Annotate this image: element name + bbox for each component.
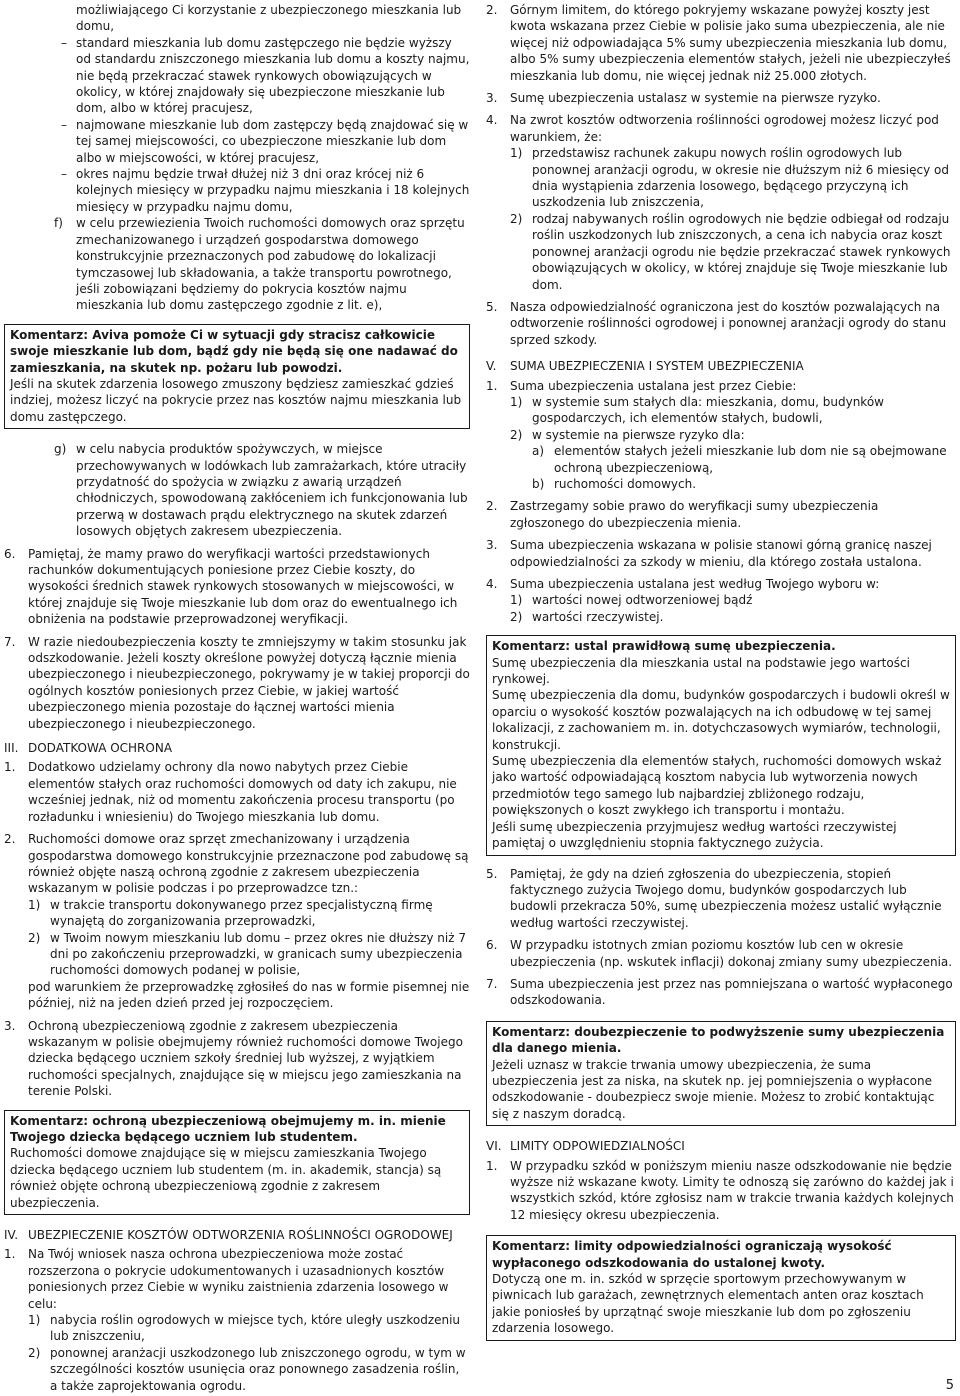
dash-marker: – [61, 117, 67, 132]
list-item: – standard mieszkania lub domu zastępczego nie będzie wyższy od standardu zniszczonego mieszkania lub domu a koszty najmu, nie będą przekraczać stawek rynkowych obowiązujących w okolicy, w której znajdowały się ubezpieczone mieszkanie lub dom, albo w której pracujesz, [52, 35, 470, 117]
list-item: – najmowane mieszkanie lub dom zastępczy będą znajdować się w tej samej miejscowości, co ubezpieczone mieszkanie lub dom albo w miejscowości, w której pracujesz, [52, 117, 470, 166]
left-column [4, 0, 470, 1394]
list-item: 1) wartości nowej odtworzeniowej bądź [510, 593, 753, 608]
comment-box-1 [4, 324, 470, 429]
list-item: 1) nabycia roślin ogrodowych w miejsce tych, które uległy uszkodzeniu lub zniszczeniu, [28, 1313, 461, 1344]
comment-body: Sumę ubezpieczenia dla domu, budynków gospodarczych i budowli określ w oparciu o wysokość kosztów pozwalających na ich odbudowę w tej samej lokalizacji, z zachowaniem m. in. dotychczasowych wymiarów, technologii, konstrukcji. [492, 688, 950, 752]
paragraph-v-7: 7. Suma ubezpieczenia jest przez nas pomniejszana o wartość wypłaconego odszkodowania. [486, 976, 953, 1008]
list-item: a) elementów stałych jeżeli mieszkanie lub dom nie są obejmowane ochroną ubezpieczeniową, [532, 444, 947, 475]
paragraph-vi-1: 1. W przypadku szkód w poniższym mieniu nasze odszkodowanie nie będzie wyższe niż wskazane kwoty. Limity te odnoszą się zarówno do każdej jak i wszystkich szkód, które zgłosisz nam w trakcie trwania każdych kolejnych 12 miesięcy okresu ubezpieczenia. [486, 1158, 954, 1222]
comment-body: Jeśli na skutek zdarzenia losowego zmuszony będziesz zamieszkać gdzieś indziej, możesz liczyć na pokrycie przez nas kosztów najmu mieszkania lub domu zastępczego. [10, 376, 462, 424]
dash-marker: – [61, 167, 67, 182]
right-column [486, 0, 956, 1341]
comment-heading: Komentarz: ustal prawidłową sumę ubezpieczenia. [492, 639, 836, 654]
dash-marker: – [61, 35, 67, 50]
list-item: 1) przedstawisz rachunek zakupu nowych roślin ogrodowych lub ponownej aranżacji ogrodu, w okresie nie dłuższym niż 6 miesięcy od dnia wystąpienia zdarzenia losowego, będącego przyczyną ich uszkodzenia lub zniszczenia, [510, 146, 949, 210]
paragraph-6: 6. Pamiętaj, że mamy prawo do weryfikacji wartości przedstawionych rachunków dokumentujących poniesione przez Ciebie koszty, do wysokości średnich stawek rynkowych stosowanych w miejscowości, w której znajduje się Twoje mieszkanie lub dom oraz do ewentualnego ich obniżenia na podstawie przeprowadzonej weryfikacji. [4, 546, 458, 627]
paragraph-iv-4: 4. Na zwrot kosztów odtworzenia roślinności ogrodowej możesz liczyć pod warunkiem, że: 1) przedstawisz rachunek zakupu nowych roślin ogrodowych lub ponownej aranżacji ogrodu, w okresie nie dłuższym niż 6 miesięcy od dnia wystąpienia zdarzenia losowego, będącego przyczyną ich uszkodzenia lub zniszczenia, 2) rodzaj nabywanych roślin ogrodowych nie będzie odbiegał od rodzaju roślin uszkodzonych lub zniszczonych, a cena ich nabycia oraz koszt ponownej aranżacji ogrodu nie będzie przekraczać stawek rynkowych obowiązujących w okolicy, w której znajduje się Twoje mieszkanie lub dom. [486, 112, 956, 292]
list-item: 2) w Twoim nowym mieszkaniu lub domu – przez okres nie dłuższy niż 7 dni po zakończeniu przeprowadzki, w granicach sumy ubezpieczenia ruchomości domowych podanej w polisie, [28, 930, 466, 978]
list-item-g: g) w celu nabycia produktów spożywczych, w miejsce przechowywanych w lodówkach lub zamrażarkach, które utraciły przydatność do spożycia w związku z awarią urządzeń chłodniczych, spowodowaną zakłóceniem ich funkcjonowania lub przerwą w dostawach prądu elektrycznego na skutek zdarzeń losowych objętych zakresem ubezpieczenia. [54, 442, 468, 539]
paragraph-v-4: 4. Suma ubezpieczenia ustalana jest według Twojego wyboru w: 1) wartości nowej odtworzeniowej bądź 2) wartości rzeczywistej. [486, 576, 956, 625]
page-number: 5 [945, 1377, 954, 1393]
paragraph-v-3: 3. Suma ubezpieczenia wskazana w polisie stanowi górną granicę naszej odpowiedzialności za szkody w mieniu, dla którego została ustalona. [486, 538, 932, 569]
comment-body: Jeżeli uznasz w trakcie trwania umowy ubezpieczenia, że suma ubezpieczenia jest za niska, na skutek np. jej pomniejszenia o wypłacone odszkodowanie - doubezpiecz swoje mienie. Możesz to zrobić kontaktując się z naszym doradcą. [492, 1057, 935, 1121]
section-heading-v: V. SUMA UBEZPIECZENIA I SYSTEM UBEZPIECZENIA [486, 359, 804, 374]
list-item: 2) ponownej aranżacji uszkodzonego lub zniszczonego ogrodu, w tym w szczególności kosztów usunięcia oraz ponownego zasadzenia roślin, a także zaprojektowania ogrodu. [28, 1345, 466, 1393]
list-item: b) ruchomości domowych. [532, 476, 697, 491]
comment-heading: Komentarz: limity odpowiedzialności ograniczają wysokość wypłaconego odszkodowania do ustalonej kwoty. [492, 1239, 892, 1270]
paragraph-v-2: 2. Zastrzegamy sobie prawo do weryfikacji sumy ubezpieczenia zgłoszonego do ubezpieczenia mienia. [486, 499, 879, 530]
paragraph-intro: możliwiającego Ci korzystanie z ubezpieczonego mieszkania lub domu, [76, 3, 462, 34]
paragraph-v-6: 6. W przypadku istotnych zmian poziomu kosztów lub cen w okresie ubezpieczenia (np. wskutek inflacji) dokonaj zmiany sumy ubezpieczenia. [486, 938, 953, 969]
dash-list [4, 35, 470, 215]
paragraph-iii-3: 3. Ochroną ubezpieczeniową zgodnie z zakresem ubezpieczenia wskazanym w polisie obejmujemy również ruchomości domowe Twojego dziecka będącego uczniem szkoły średniej lub wyższej, z wyjątkiem ruchomości specjalnych, znajdujące się w miejscu jego zamieszkania na terenie Polski. [4, 1018, 463, 1099]
comment-box-4 [486, 1021, 956, 1126]
paragraph-iii-1: 1. Dodatkowo udzielamy ochrony dla nowo nabytych przez Ciebie elementów stałych oraz ruchomości domowych od daty ich zakupu, nie wcześniej jednak, niż od momentu zakończenia procesu transportu (po rozładunku i wniesieniu) do Twojego mieszkania lub domu. [4, 760, 457, 824]
list-item: – okres najmu będzie trwał dłużej niż 3 dni oraz krócej niż 6 kolejnych miesięcy w przypadku najmu mieszkania i 18 kolejnych miesięcy w przypadku najmu domu, [52, 166, 470, 215]
list-item: 1) w trakcie transportu dokonywanego przez specjalistyczną firmę wynajętą do zorganizowania przeprowadzki, [28, 897, 433, 929]
comment-body: Ruchomości domowe znajdujące się w miejscu zamieszkania Twojego dziecka będącego uczniem lub studentem (m. in. akademik, stancja) są również objęte ochroną ubezpieczeniową zgodnie z zakresem ubezpieczenia. [10, 1146, 442, 1210]
section-heading-vi: VI. LIMITY ODPOWIEDZIALNOŚCI [486, 1139, 685, 1154]
paragraph-iv-1: 1. Na Twój wniosek nasza ochrona ubezpieczeniowa może zostać rozszerzona o pokrycie udokumentowanych i uzasadnionych kosztów poniesionych przez Ciebie w wyniku zaistnienia zdarzenia losowego w celu: 1) nabycia roślin ogrodowych w miejsce tych, które uległy uszkodzeniu lub zniszczeniu, 2) ponownej aranżacji uszkodzonego lub zniszczonego ogrodu, w tym w szczególności kosztów usunięcia oraz ponownego zasadzenia roślin, a także zaprojektowania ogrodu. [4, 1246, 470, 1394]
list-item: 2) w systemie na pierwsze ryzyko dla: [510, 427, 745, 442]
comment-body: Sumę ubezpieczenia dla elementów stałych, ruchomości domowych wskaż jako wartość odpowiadającą kosztom nabycia lub wytworzenia nowych przedmiotów tego samego lub najbardziej zbliżonego rodzaju, powiększonych o koszt zwykłego ich transportu i montażu. [492, 754, 942, 818]
list-item: 2) wartości rzeczywistej. [510, 609, 664, 624]
list-item: 1) w systemie sum stałych dla: mieszkania, domu, budynków gospodarczych, ich elementów stałych, budowli, [510, 394, 884, 426]
comment-body: Sumę ubezpieczenia dla mieszkania ustal na podstawie jego wartości rynkowej. [492, 655, 910, 687]
comment-box-5 [486, 1235, 956, 1340]
comment-body: Dotyczą one m. in. szkód w sprzęcie sportowym przechowywanym w piwnicach lub garażach, zewnętrznych elementach anten oraz kosztach jakie poniosłeś by uprzątnąć swoje mieszkanie lub dom po zgłoszeniu zdarzenia losowego. [492, 1272, 924, 1336]
comment-heading: Komentarz: doubezpieczenie to podwyższenie sumy ubezpieczenia dla danego mienia. [492, 1024, 945, 1056]
comment-heading: Komentarz: ochroną ubezpieczeniową obejmujemy m. in. mienie Twojego dziecka będącego uczniem lub studentem. [10, 1113, 446, 1144]
comment-body: Jeśli sumę ubezpieczenia przyjmujesz według wartości rzeczywistej pamiętaj o uwzględnieniu stopnia faktycznego zużycia. [492, 819, 897, 851]
section-heading-iv: IV. UBEZPIECZENIE KOSZTÓW ODTWORZENIA ROŚLINNOŚCI OGRODOWEJ [4, 1228, 453, 1243]
section-heading-iii: III. DODATKOWA OCHRONA [4, 741, 173, 756]
paragraph-iii-2: 2. Ruchomości domowe oraz sprzęt zmechanizowany i urządzenia gospodarstwa domowego konstrukcyjnie przeznaczone pod zabudowę są również objęte naszą ochroną zgodnie z zakresem ubezpieczenia wskazanym w polisie podczas i po przeprowadzce tzn.: 1) w trakcie transportu dokonywanego przez specjalistyczną firmę wynajętą do zorganizowania przeprowadzki, 2) w Twoim nowym mieszkaniu lub domu – przez okres nie dłuższy niż 7 dni po zakończeniu przeprowadzki, w granicach sumy ubezpieczenia ruchomości domowych podanej w polisie, pod warunkiem że przeprowadzkę zgłosiłeś do nas w formie pisemnej nie później, niż na jeden dzień przed jej rozpoczęciem. [4, 832, 470, 1011]
list-item: 2) rodzaj nabywanych roślin ogrodowych nie będzie odbiegał od rodzaju roślin uszkodzonych lub zniszczonych, a cena ich nabycia oraz koszt ponownej aranżacji ogrodu nie będzie przekraczać stawek rynkowych obowiązujących w okolicy, w której znajduje się Twoje mieszkanie lub dom. [510, 211, 951, 292]
comment-box-3 [486, 635, 956, 855]
comment-heading: Komentarz: Aviva pomoże Ci w sytuacji gdy stracisz całkowicie swoje mieszkanie lub dom, bądź gdy nie będą się one nadawać do zamieszkania, na skutek np. pożaru lub powodzi. [10, 327, 458, 375]
paragraph-7: 7. W razie niedoubezpieczenia koszty te zmniejszymy w takim stosunku jak odszkodowanie. Jeżeli koszty określone powyżej dotyczą łącznie mienia ubezpieczonego i nieubezpieczonego, pokrywamy je w takiej proporcji do ogólnych kosztów poniesionych przez Ciebie, w jakiej wartość ubezpieczonego mienia pozostaje do łącznej wartości mienia ubezpieczonego i nieubezpieczonego. [4, 634, 470, 731]
paragraph-iv-2: 2. Górnym limitem, do którego pokryjemy wskazane powyżej koszty jest kwota wskazana przez Ciebie w polisie jako suma ubezpieczenia, ale nie więcej niż odpowiadająca 5% sumy ubezpieczenia mieszkania lub domu, albo 5% sumy ubezpieczenia elementów stałych, jeżeli nie ubezpieczyłeś mieszkania lub domu, nie więcej jednak niż 25.000 złotych. [486, 3, 951, 83]
paragraph-iv-5: 5. Nasza odpowiedzialność ograniczona jest do kosztów pozwalających na odtworzenie roślinności ogrodowej i ponownej aranżacji ogrody do stanu sprzed szkody. [486, 299, 947, 347]
paragraph-v-1: 1. Suma ubezpieczenia ustalana jest przez Ciebie: 1) w systemie sum stałych dla: mieszkania, domu, budynków gospodarczych, ich elementów stałych, budowli, 2) w systemie na pierwsze ryzyko dla: a) elementów stałych jeżeli mieszkanie lub dom nie są obejmowane ochroną ubezpieczeniową, b) ruchomości domowych. [486, 378, 956, 493]
list-item-f: f) w celu przewiezienia Twoich ruchomości domowych oraz sprzętu zmechanizowanego i urządzeń gospodarstwa domowego konstrukcyjnie przeznaczonych pod zabudowę do lokalizacji tymczasowej lub składowania, a także transportu powrotnego, jeśli zobowiązani będziemy do pokrycia kosztów najmu mieszkania lub domu zastępczego zgodnie z lit. e), [54, 216, 465, 313]
paragraph-v-5: 5. Pamiętaj, że gdy na dzień zgłoszenia do ubezpieczenia, stopień faktycznego zużycia Twojego domu, budynków gospodarczych lub budowli przekracza 50%, sumę ubezpieczenia możesz ustalić wyłącznie według wartości rzeczywistej. [486, 866, 942, 930]
comment-box-2 [4, 1110, 470, 1215]
paragraph-iv-3: 3. Sumę ubezpieczenia ustalasz w systemie na pierwsze ryzyko. [486, 91, 881, 106]
